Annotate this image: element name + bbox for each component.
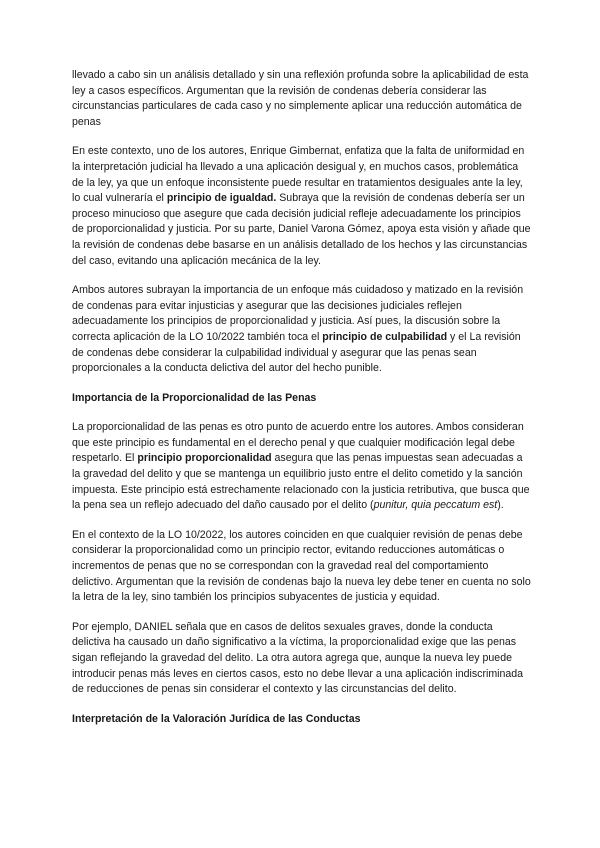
body-paragraph (72, 528, 532, 606)
bold-term: principio de igualdad. (166, 192, 277, 205)
text-run: y el La revisión de condenas debe considerar la culpabilidad individual y asegurar que las penas sean proporcionales a la conducta delictiva del autor del hecho punible. (72, 330, 521, 375)
text-run: asegura que las penas impuestas sean adecuadas a la gravedad del delito y que se mantenga un equilibrio justo entre el delito cometido y la sanción impuesta. Este principio está estrechamente relacionado con la justicia retributiva, que busca que la pena sea un reflejo adecuado del daño causado por el delito ( (72, 452, 530, 512)
bold-term: principio proporcionalidad (137, 452, 272, 465)
italic-phrase: punitur, quia peccatum est (373, 499, 498, 512)
section-heading (72, 391, 532, 407)
text-run: Ambos autores subrayan la importancia de un enfoque más cuidadoso y matizado en la revisión de condenas para evitar injusticias y asegurar que las decisiones judiciales reflejen adecuadamente los principios de proporcionalidad y justicia. Así pues, la discusión sobre la correcta aplicación de la LO 10/2022 también toca el (72, 284, 524, 343)
body-paragraph (72, 144, 532, 269)
body-paragraph (72, 283, 532, 377)
text-run: Subraya que la revisión de condenas debería ser un proceso minucioso que asegure que cada decisión judicial refleje adecuadamente los principios de proporcionalidad y justicia. Por su parte, Daniel Varona Gómez, apoya esta visión y añade que la revisión de condenas debe basarse en un análisis detallado de los hechos y las circunstancias del caso, evitando una aplicación mecánica de la ley. (72, 192, 531, 267)
text-run: La proporcionalidad de las penas es otro punto de acuerdo entre los autores. Ambos consideran que este principio es fundamental en el derecho penal y que cualquier modificación legal debe respetarlo. El (72, 421, 524, 465)
text-run: Por ejemplo, DANIEL señala que en casos de delitos sexuales graves, donde la conducta delictiva ha causado un daño significativo a la víctima, la proporcionalidad exige que las penas sigan reflejando la gravedad del delito. La otra autora agrega que, aunque la nueva ley puede introducir penas más leves en ciertos casos, esto no debe llevar a una aplicación indiscriminada de reducciones de penas sin considerar el contexto y las circunstancias del delito. (72, 620, 524, 696)
section-heading (72, 712, 532, 728)
text-run: En el contexto de la LO 10/2022, los autores coinciden en que cualquier revisión de penas debe considerar la proporcionalidad como un principio rector, evitando reducciones automáticas o incrementos de penas que no se correspondan con la gravedad real del comportamiento delictivo. Argumentan que la revisión de condenas bajo la nueva ley debe tener en cuenta no solo la letra de la ley, sino también los principios subyacentes de justicia y equidad. (72, 528, 531, 604)
bold-term: principio de culpabilidad (322, 330, 448, 343)
body-paragraph (72, 68, 532, 130)
text-run: llevado a cabo sin un análisis detallado y sin una reflexión profunda sobre la aplicabilidad de esta ley a casos específicos. Argumentan que la revisión de condenas debería considerar las circunstancias particulares de cada caso y no simplemente aplicar una reducción automática de penas (72, 69, 529, 128)
text-run: En este contexto, uno de los autores, Enrique Gimbernat, enfatiza que la falta de uniformidad en la interpretación judicial ha llevado a una aplicación desigual y, en muchos casos, problemática de la ley, ya que un enfoque inconsistente puede resultar en tratamientos desiguales ante la ley, lo cual vulneraría el (72, 145, 525, 205)
text-run: Interpretación de la Valoración Jurídica de las Conductas (72, 712, 361, 725)
text-run: Importancia de la Proporcionalidad de las Penas (72, 391, 317, 404)
body-paragraph (72, 420, 532, 514)
body-paragraph (72, 620, 532, 698)
text-run: ). (497, 499, 504, 512)
document-page (72, 68, 532, 741)
